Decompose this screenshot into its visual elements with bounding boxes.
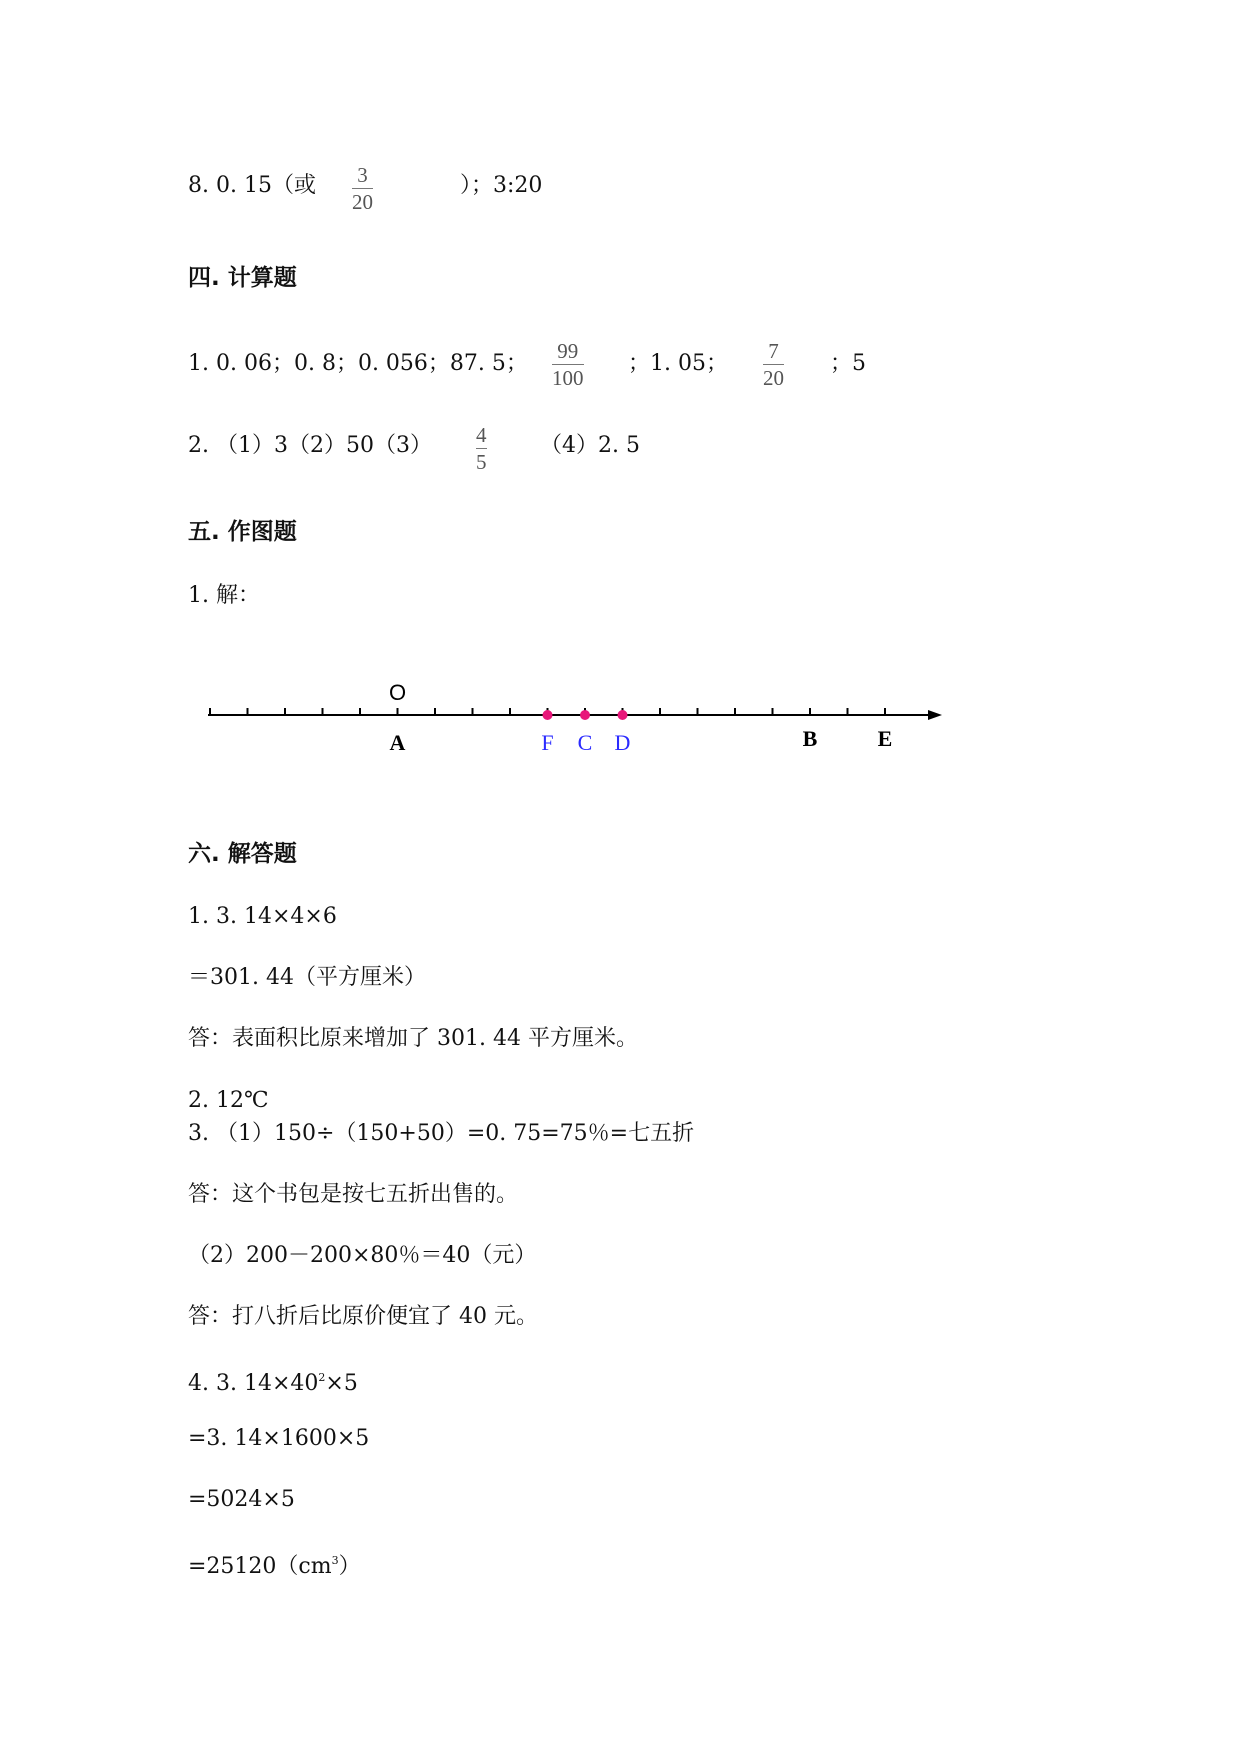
drawing-q1-label: 1. 解：	[188, 583, 260, 608]
fraction-7-20	[763, 340, 784, 389]
point-label-B: B	[802, 726, 818, 751]
solution-line-11: =5024×5	[188, 1487, 295, 1512]
fraction-numerator: 99	[557, 339, 579, 363]
fraction-denominator: 5	[476, 450, 487, 474]
section-heading-solutions: 六. 解答题	[188, 841, 297, 867]
fraction-4-5	[476, 424, 487, 473]
solution-line-10: =3. 14×1600×5	[188, 1426, 370, 1451]
superscript-3: 3	[331, 1554, 339, 1567]
solution-line-2: ＝301. 44（平方厘米）	[188, 965, 426, 990]
fraction-bar	[552, 364, 584, 365]
fraction-denominator: 100	[552, 366, 584, 390]
superscript-2: 2	[318, 1371, 326, 1384]
solution-line-6: 答：这个书包是按七五折出售的。	[188, 1182, 519, 1207]
section-heading-calculation: 四. 计算题	[188, 265, 297, 291]
calc-q2-part2: （4）2. 5	[540, 433, 640, 458]
solution-line-12-tail: ）	[338, 1554, 361, 1579]
point-label-D: D	[614, 730, 631, 755]
point-label-E: E	[877, 726, 893, 751]
fraction-denominator: 20	[763, 366, 784, 390]
answer-8-prefix: 8. 0. 15（或	[188, 173, 316, 198]
solution-line-12-base: =25120（cm	[188, 1554, 332, 1579]
calc-q1-part1: 1. 0. 06；0. 8；0. 056；87. 5；	[188, 351, 528, 376]
fraction-99-100	[552, 340, 584, 389]
solution-line-1: 1. 3. 14×4×6	[188, 904, 337, 929]
number-line-arrow	[928, 710, 942, 720]
solution-line-9	[188, 1364, 358, 1398]
point-label-F: F	[541, 730, 554, 755]
solution-line-4: 2. 12℃	[188, 1088, 269, 1113]
calc-q1-part3: ；5	[830, 351, 866, 376]
section-heading-drawing: 五. 作图题	[188, 519, 297, 545]
origin-label-O: O	[388, 680, 407, 705]
point-label-A: A	[389, 730, 406, 755]
calc-q2-part1: 2. （1）3（2）50（3）	[188, 433, 432, 458]
fraction-bar	[763, 364, 784, 365]
solution-line-9-tail: ×5	[325, 1371, 358, 1396]
fraction-3-20	[352, 164, 373, 213]
point-label-C: C	[577, 730, 593, 755]
solution-line-12	[188, 1547, 361, 1581]
fraction-numerator: 4	[476, 423, 487, 447]
fraction-bar	[352, 188, 373, 189]
answer-8-suffix: ）；3:20	[460, 173, 543, 198]
calc-q1-part2: ；1. 05；	[628, 351, 728, 376]
solution-line-9-base: 4. 3. 14×40	[188, 1371, 319, 1396]
fraction-numerator: 7	[768, 339, 779, 363]
solution-line-3: 答：表面积比原来增加了 301. 44 平方厘米。	[188, 1026, 638, 1051]
solution-line-7: （2）200－200×80％＝40（元）	[188, 1243, 537, 1268]
number-line-point-F	[543, 710, 553, 720]
fraction-denominator: 20	[352, 190, 373, 214]
solution-line-5: 3. （1）150÷（150+50）=0. 75=75％=七五折	[188, 1121, 695, 1146]
number-line-figure	[200, 680, 950, 770]
number-line-point-C	[580, 710, 590, 720]
solution-line-8: 答：打八折后比原价便宜了 40 元。	[188, 1304, 538, 1329]
number-line-point-D	[618, 710, 628, 720]
fraction-bar	[476, 448, 487, 449]
fraction-numerator: 3	[357, 163, 368, 187]
